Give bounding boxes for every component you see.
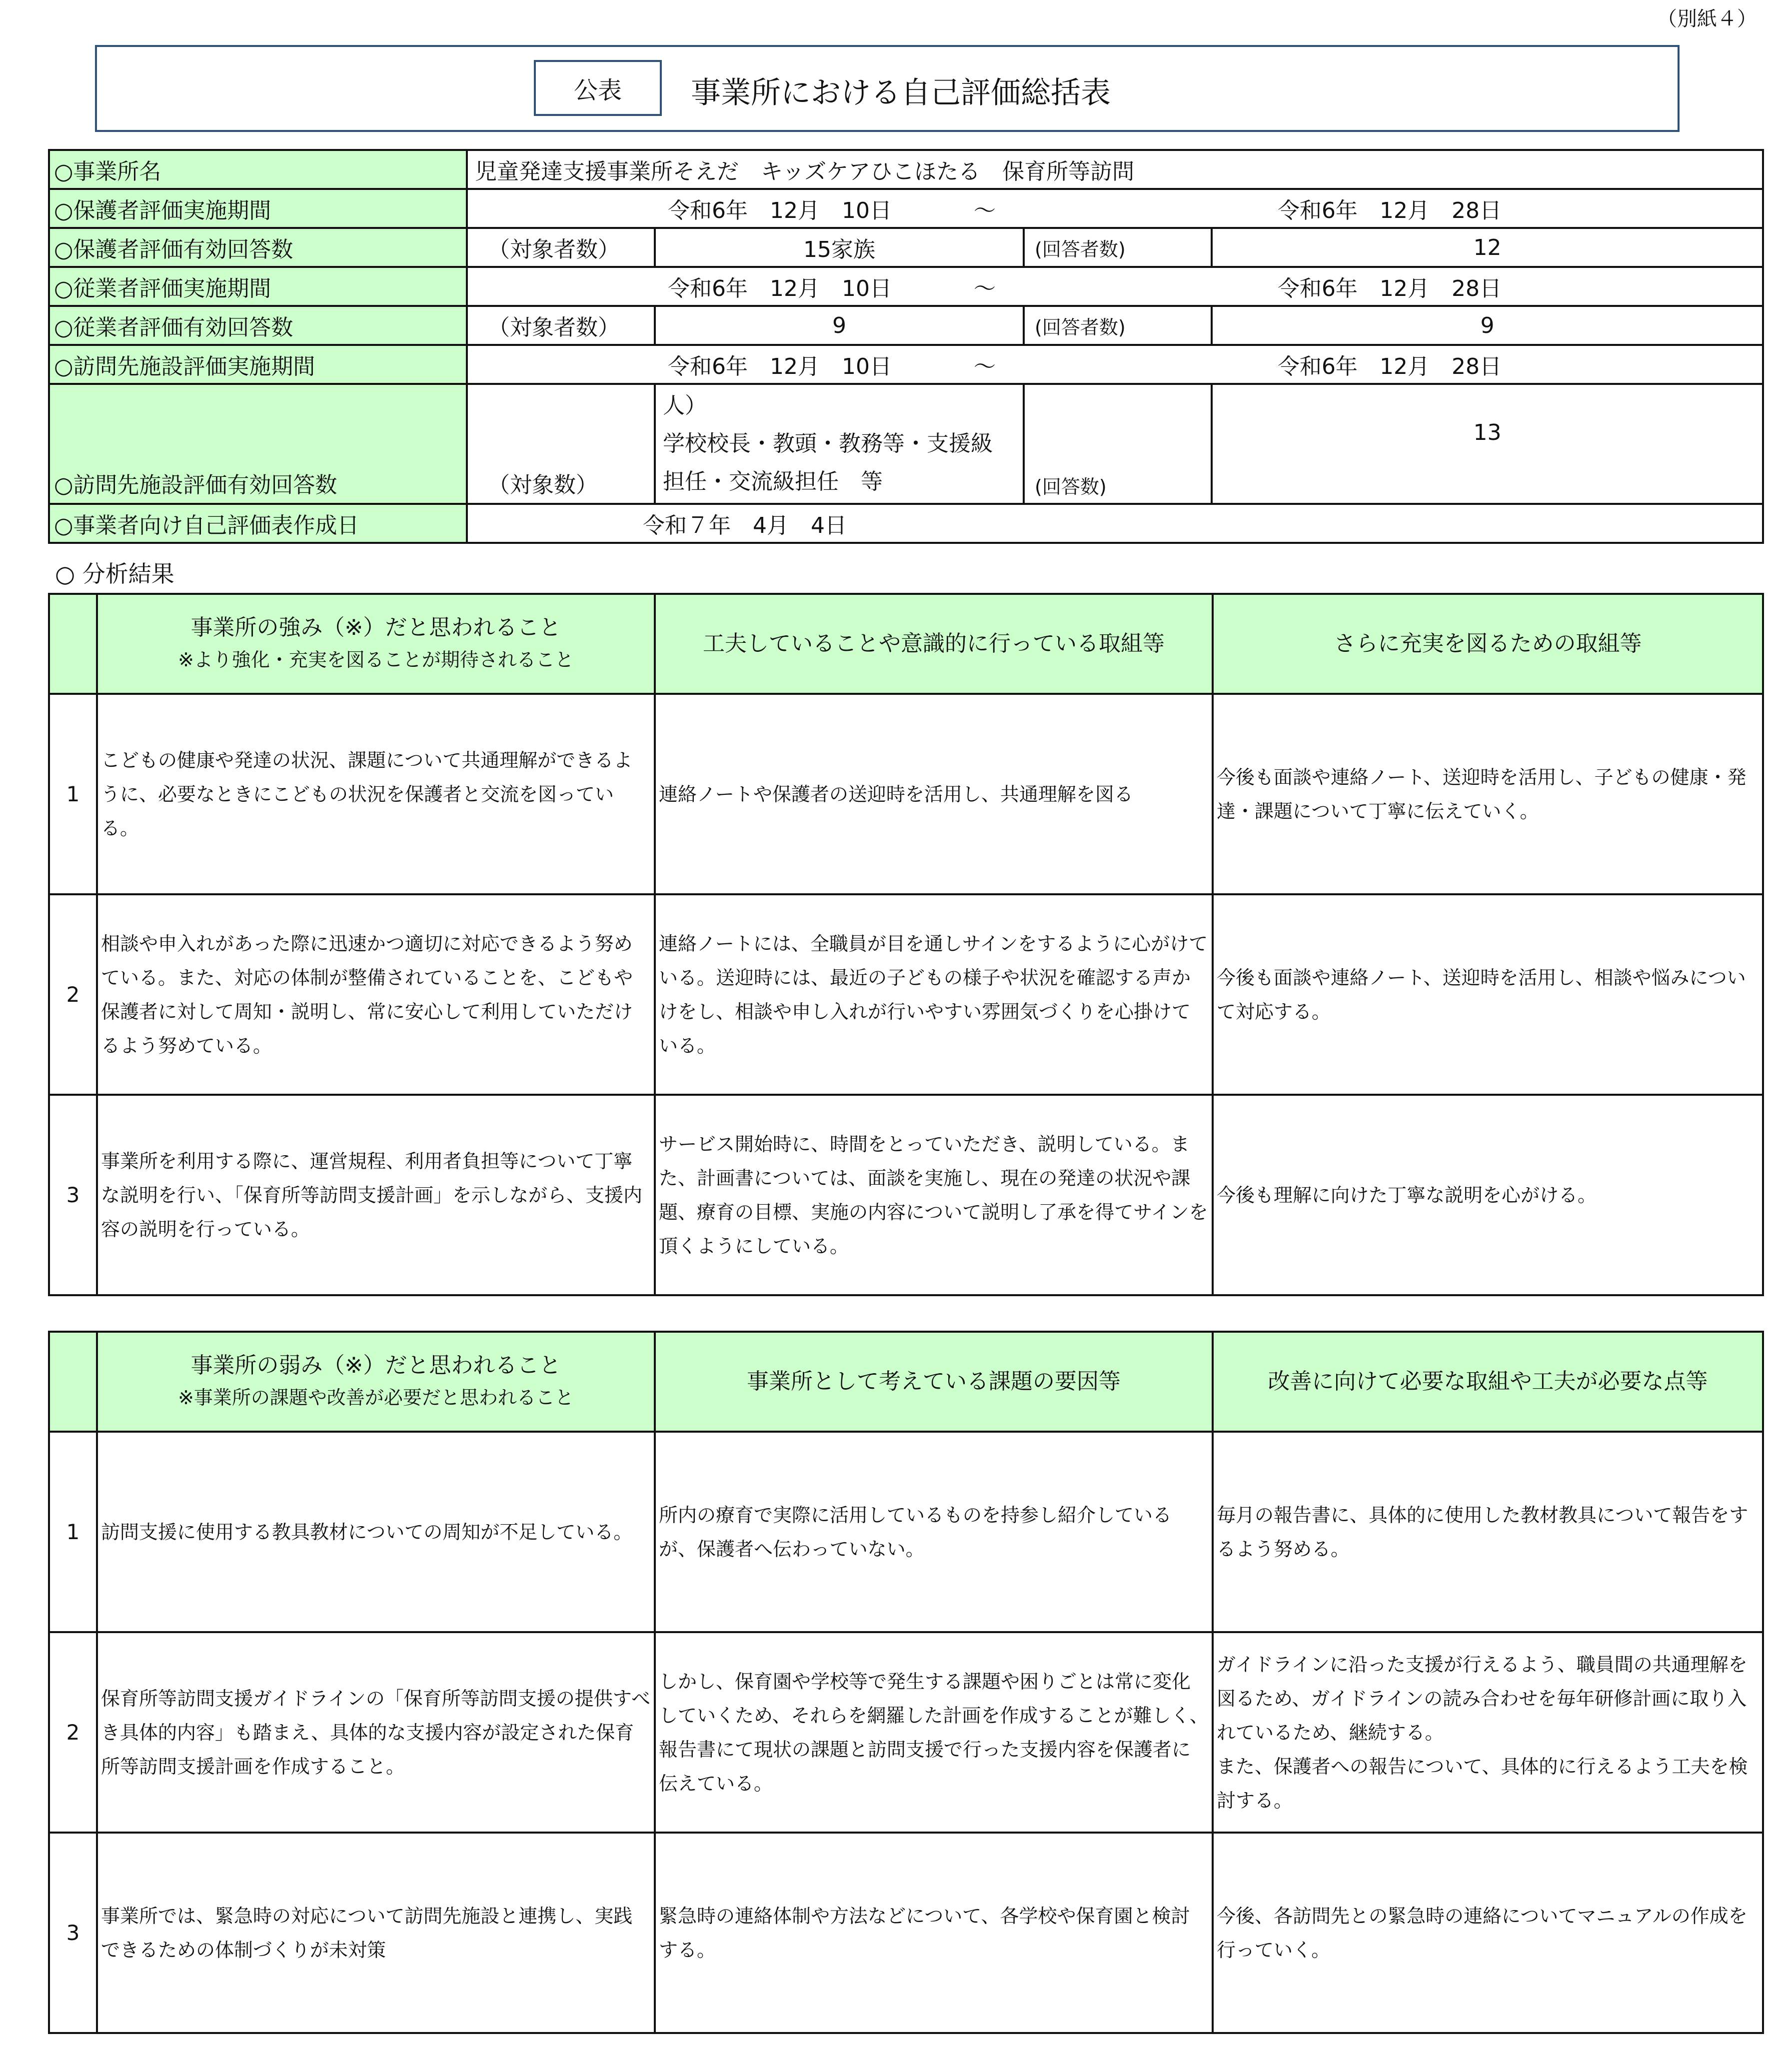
created-date: 令和７年 4月 4日 (643, 513, 847, 538)
row-number: 3 (49, 1833, 97, 2033)
weaknesses-header-col1-sub: ※事業所の課題や改善が必要だと思われること (178, 1387, 574, 1409)
guardian-period-label: ○保護者評価実施期間 (49, 189, 467, 228)
visit-period-value (467, 345, 1763, 384)
strengths-header-row (49, 594, 1763, 694)
strength-text: 事業所を利用する際に、運営規程、利用者負担等について丁寧な説明を行い、「保育所等訪問支援計画」を示しながら、支援内容の説明を行っている。 (97, 1095, 655, 1295)
table-row (49, 1632, 1763, 1833)
strength-effort: 連絡ノートや保護者の送迎時を活用し、共通理解を図る (655, 694, 1213, 894)
info-row-facility-name (49, 150, 1763, 189)
created-label: ○事業者向け自己評価表作成日 (49, 504, 467, 543)
strengths-table (48, 593, 1764, 1296)
staff-period-value (467, 267, 1763, 306)
weakness-text: 事業所では、緊急時の対応について訪問先施設と連携し、実践できるための体制づくりが未対策 (97, 1833, 655, 2033)
guardian-period-value (467, 189, 1763, 228)
weakness-text: 保育所等訪問支援ガイドラインの「保育所等訪問支援の提供すべき具体的内容」も踏まえ、具体的な支援内容が設定された保育所等訪問支援計画を作成すること。 (97, 1632, 655, 1833)
weaknesses-table (48, 1331, 1764, 2034)
row-number: 3 (49, 1095, 97, 1295)
info-row-guardian-period (49, 189, 1763, 228)
weakness-cause: 緊急時の連絡体制や方法などについて、各学校や保育園と検討する。 (655, 1833, 1213, 2033)
weakness-action-line: ガイドラインに沿った支援が行えるよう、職員間の共通理解を図るため、ガイドラインの読み合わせを毎年研修計画に取り入れているため、継続する。 (1217, 1653, 1748, 1744)
visit-target-line: 学校校長・教頭・教務等・支援級 (663, 431, 993, 456)
table-row (49, 1833, 1763, 2033)
visit-target-label: （対象数） (467, 384, 655, 504)
annex-label: （別紙４） (1657, 7, 1757, 30)
weakness-action-line: また、保護者への報告について、具体的に行えるよう工夫を検討する。 (1217, 1755, 1748, 1812)
visit-target-line: 人） (663, 393, 707, 418)
created-value (467, 504, 1763, 543)
guardian-answer-label: (回答者数) (1024, 228, 1212, 267)
row-number: 2 (49, 894, 97, 1095)
visit-target-line: 担任・交流級担任 等 (663, 469, 883, 494)
title-box (95, 45, 1680, 132)
visit-period-start: 令和6年 12月 10日 (668, 354, 892, 379)
strength-effort: サービス開始時に、時間をとっていただき、説明している。また、計画書については、面談を実施し、現在の発達の状況や課題、療育の目標、実施の内容について説明し了承を得てサインを頂くようにしている。 (655, 1095, 1213, 1295)
row-number: 2 (49, 1632, 97, 1833)
weakness-cause: 所内の療育で実際に活用しているものを持参し紹介しているが、保護者へ伝わっていない。 (655, 1432, 1213, 1632)
staff-target-label: （対象者数） (467, 306, 655, 345)
staff-period-end: 令和6年 12月 28日 (1277, 276, 1502, 301)
info-row-created (49, 504, 1763, 543)
weakness-action (1213, 1632, 1763, 1833)
visit-answer-value: 13 (1212, 384, 1763, 504)
guardian-period-tilde: ～ (973, 198, 996, 223)
strengths-header-col2: 工夫していることや意識的に行っている取組等 (655, 594, 1213, 694)
info-row-visit-period (49, 345, 1763, 384)
table-row (49, 894, 1763, 1095)
table-row (49, 1432, 1763, 1632)
visit-target-value (655, 384, 1024, 504)
facility-name-value: 児童発達支援事業所そえだ キッズケアひこほたる 保育所等訪問 (467, 150, 1763, 189)
analysis-heading: ○ 分析結果 (55, 560, 174, 587)
weaknesses-header-col1-main: 事業所の弱み（※）だと思われること (190, 1353, 561, 1378)
weaknesses-header-row (49, 1332, 1763, 1432)
weaknesses-header-num (49, 1332, 97, 1432)
staff-period-start: 令和6年 12月 10日 (668, 276, 892, 301)
visit-responses-label: ○訪問先施設評価有効回答数 (49, 384, 467, 504)
staff-answer-label: (回答者数) (1024, 306, 1212, 345)
info-row-staff-responses (49, 306, 1763, 345)
public-badge: 公表 (534, 60, 662, 116)
staff-target-value: 9 (655, 306, 1024, 345)
guardian-target-value: 15家族 (655, 228, 1024, 267)
table-row (49, 1095, 1763, 1295)
strength-text: 相談や申入れがあった際に迅速かつ適切に対応できるよう努めている。また、対応の体制が整備されていることを、こどもや保護者に対して周知・説明し、常に安心して利用していただけるよう努めている。 (97, 894, 655, 1095)
staff-period-label: ○従業者評価実施期間 (49, 267, 467, 306)
strengths-header-col1 (97, 594, 655, 694)
info-row-guardian-responses (49, 228, 1763, 267)
guardian-target-label: （対象者数） (467, 228, 655, 267)
strengths-header-col1-main: 事業所の強み（※）だと思われること (190, 615, 561, 640)
weakness-action: 今後、各訪問先との緊急時の連絡についてマニュアルの作成を行っていく。 (1213, 1833, 1763, 2033)
info-row-visit-responses (49, 384, 1763, 504)
staff-answer-value: 9 (1212, 306, 1763, 345)
facility-name-label: ○事業所名 (49, 150, 467, 189)
weaknesses-header-col3: 改善に向けて必要な取組や工夫が必要な点等 (1213, 1332, 1763, 1432)
staff-responses-label: ○従業者評価有効回答数 (49, 306, 467, 345)
visit-period-label: ○訪問先施設評価実施期間 (49, 345, 467, 384)
visit-answer-label: (回答数) (1024, 384, 1212, 504)
strengths-header-col1-sub: ※より強化・充実を図ることが期待されること (178, 649, 574, 671)
row-number: 1 (49, 1432, 97, 1632)
visit-period-end: 令和6年 12月 28日 (1277, 354, 1502, 379)
strength-improvement: 今後も理解に向けた丁寧な説明を心がける。 (1213, 1095, 1763, 1295)
weakness-cause: しかし、保育園や学校等で発生する課題や困りごとは常に変化していくため、それらを網羅した計画を作成することが難しく、報告書にて現状の課題と訪問支援で行った支援内容を保護者に伝えている。 (655, 1632, 1213, 1833)
visit-period-tilde: ～ (973, 354, 996, 379)
info-row-staff-period (49, 267, 1763, 306)
guardian-period-start: 令和6年 12月 10日 (668, 198, 892, 223)
strengths-header-col3: さらに充実を図るための取組等 (1213, 594, 1763, 694)
strength-improvement: 今後も面談や連絡ノート、送迎時を活用し、相談や悩みについて対応する。 (1213, 894, 1763, 1095)
strength-improvement: 今後も面談や連絡ノート、送迎時を活用し、子どもの健康・発達・課題について丁寧に伝えていく。 (1213, 694, 1763, 894)
strength-effort: 連絡ノートには、全職員が目を通しサインをするように心がけている。送迎時には、最近の子どもの様子や状況を確認する声かけをし、相談や申し入れが行いやすい雰囲気づくりを心掛けている。 (655, 894, 1213, 1095)
guardian-responses-label: ○保護者評価有効回答数 (49, 228, 467, 267)
weakness-action: 毎月の報告書に、具体的に使用した教材教具について報告をするよう努める。 (1213, 1432, 1763, 1632)
strength-text: こどもの健康や発達の状況、課題について共通理解ができるように、必要なときにこどもの状況を保護者と交流を図っている。 (97, 694, 655, 894)
weaknesses-header-col2: 事業所として考えている課題の要因等 (655, 1332, 1213, 1432)
weaknesses-header-col1 (97, 1332, 655, 1432)
table-row (49, 694, 1763, 894)
strengths-header-num (49, 594, 97, 694)
staff-period-tilde: ～ (973, 276, 996, 301)
document-title: 事業所における自己評価総括表 (691, 75, 1111, 110)
guardian-answer-value: 12 (1212, 228, 1763, 267)
weakness-text: 訪問支援に使用する教具教材についての周知が不足している。 (97, 1432, 655, 1632)
guardian-period-end: 令和6年 12月 28日 (1277, 198, 1502, 223)
facility-info-table (48, 149, 1764, 544)
row-number: 1 (49, 694, 97, 894)
